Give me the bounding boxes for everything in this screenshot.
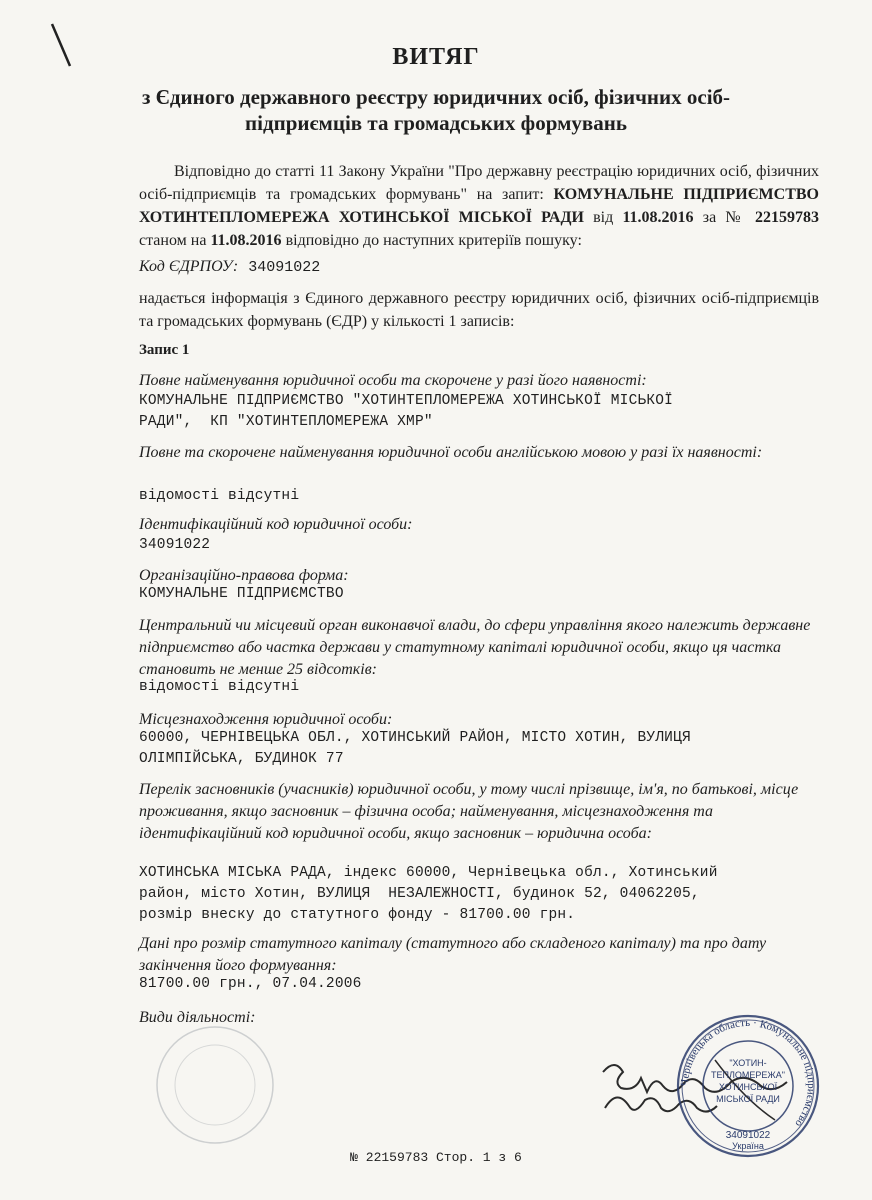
field-label-capital: Дані про розмір статутного капіталу (статутного або складеного капіталу) та про дату закінчення його формування:: [139, 935, 767, 974]
stamp-outer-text: Чернівецька область · Комунальне підприємство: [678, 1016, 818, 1129]
intro-paragraph: [139, 160, 819, 252]
stamp-line-1: "ХОТИН-: [729, 1058, 767, 1068]
document-subtitle: з Єдиного державного реєстру юридичних осіб, фізичних осіб-підприємців та громадських формувань: [141, 85, 731, 135]
field-value-legal-form: КОМУНАЛЬНЕ ПІДПРИЄМСТВО: [139, 586, 344, 602]
stamp-line-3: ХОТИНСЬКОЇ: [718, 1082, 778, 1092]
edrpou-criterion: [139, 258, 320, 276]
stamp-line-4: МІСЬКОЇ РАДИ: [716, 1094, 780, 1104]
field-value-founders: ХОТИНСЬКА МІСЬКА РАДА, індекс 60000, Чернівецька обл., Хотинський район, місто Хотин, ВУЛИЦЯ НЕЗАЛЕЖНОСТІ, будинок 52, 04062205, розмір внеску до статутного фонду - 81700.00 грн.: [139, 865, 718, 923]
document-title: ВИТЯГ: [392, 44, 480, 70]
intro-number-word: за №: [693, 209, 756, 226]
stamp-country: Україна: [732, 1141, 764, 1151]
edrpou-value: 34091022: [248, 259, 321, 276]
intro-status-word: станом на: [139, 232, 211, 249]
official-stamp: [668, 1012, 828, 1160]
intro-text: Відповідно до статті 11 Закону України "Про державну реєстрацію юридичних осіб, фізичних осіб-підприємців та громадських формувань" на запит:: [139, 163, 819, 203]
info-paragraph: надається інформація з Єдиного державного реєстру юридичних осіб, фізичних осіб-підприємців та громадських формувань (ЄДР) у кількості 1 записів:: [139, 290, 819, 330]
faded-stamp: [150, 1020, 280, 1150]
field-value-id-code: 34091022: [139, 537, 211, 553]
intro-entity: КОМУНАЛЬНЕ ПІДПРИЄМСТВО ХОТИНТЕПЛОМЕРЕЖА ХОТИНСЬКОЇ МІСЬКОЇ РАДИ: [139, 186, 820, 226]
stamp-code: 34091022: [725, 1130, 771, 1141]
field-label-english-name: Повне та скорочене найменування юридичної особи англійською мовою у разі їх наявності:: [139, 444, 763, 461]
field-label-address: Місцезнаходження юридичної особи:: [139, 711, 393, 728]
field-value-address: 60000, ЧЕРНІВЕЦЬКА ОБЛ., ХОТИНСЬКИЙ РАЙОН, МІСТО ХОТИН, ВУЛИЦЯ ОЛІМПІЙСЬКА, БУДИНОК 77: [139, 730, 691, 767]
stamp-line-2: ТЕПЛОМЕРЕЖА": [711, 1070, 785, 1080]
field-value-full-name: КОМУНАЛЬНЕ ПІДПРИЄМСТВО "ХОТИНТЕПЛОМЕРЕЖА ХОТИНСЬКОЇ МІСЬКОЇ РАДИ", КП "ХОТИНТЕПЛОМЕРЕЖА ХМР": [139, 393, 674, 430]
record-label: Запис 1: [139, 342, 190, 358]
field-label-legal-form: Організаційно-правова форма:: [139, 567, 349, 584]
field-label-activities: Види діяльності:: [139, 1009, 256, 1026]
intro-number: 22159783: [755, 209, 820, 226]
page-footer: № 22159783 Стор. 1 з 6: [350, 1150, 522, 1165]
field-label-authority: Центральний чи місцевий орган виконавчої влади, до сфери управління якого належить державне підприємство або частка держави у статутному капіталі юридичної особи, якщо ця частка становить не менше 25 відсотків:: [139, 617, 811, 678]
edrpou-label: Код ЄДРПОУ:: [139, 258, 239, 275]
field-value-authority: відомості відсутні: [139, 679, 300, 695]
field-value-english-name: відомості відсутні: [139, 488, 300, 504]
intro-tail: відповідно до наступних критеріїв пошуку:: [281, 232, 582, 249]
intro-from: від: [583, 209, 623, 226]
intro-date2: 11.08.2016: [210, 232, 282, 249]
field-label-full-name: Повне найменування юридичної особи та скорочене у разі його наявності:: [139, 372, 647, 389]
field-label-founders: Перелік засновників (учасників) юридичної особи, у тому числі прізвище, ім'я, по батькові, місце проживання, якщо засновник – фізична особа; найменування, місцезнаходження та ідентифікаційний код юридичної особи, якщо засновник – юридична особа:: [139, 781, 799, 842]
intro-date1: 11.08.2016: [622, 209, 694, 226]
field-label-id-code: Ідентифікаційний код юридичної особи:: [139, 516, 413, 533]
field-value-capital: 81700.00 грн., 07.04.2006: [139, 976, 362, 992]
